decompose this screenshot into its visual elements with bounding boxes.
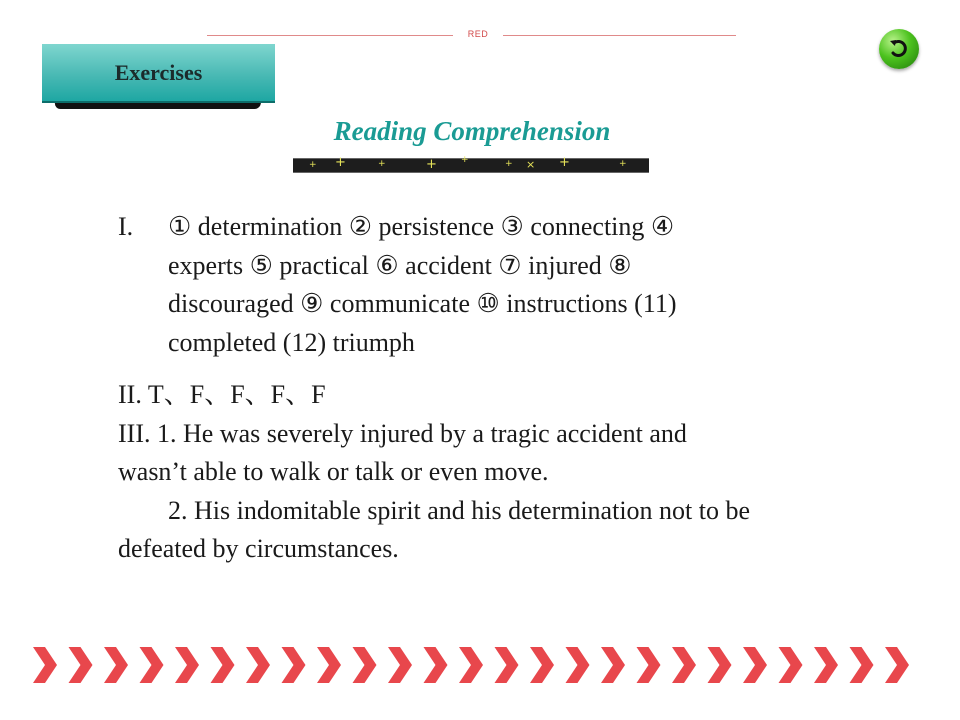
- sparkle-icon: +: [619, 159, 627, 169]
- header-label: RED: [467, 29, 489, 39]
- chevron-right-icon: [246, 647, 270, 683]
- chevron-right-icon: [814, 647, 838, 683]
- chevron-right-icon: [566, 647, 590, 683]
- chevron-right-icon: [33, 647, 57, 683]
- chevron-right-icon: [424, 647, 448, 683]
- chevron-right-icon: [495, 647, 519, 683]
- sparkle-icon: +: [461, 155, 469, 165]
- chevron-right-icon: [459, 647, 483, 683]
- part-iii-line: III. 1. He was severely injured by a tragic accident and: [118, 418, 687, 448]
- sparkle-icon: +: [309, 160, 317, 170]
- header-line-right: [503, 35, 736, 36]
- back-button[interactable]: [879, 29, 919, 69]
- chevron-right-icon: [850, 647, 874, 683]
- chevron-right-icon: [140, 647, 164, 683]
- chevron-right-icon: [317, 647, 341, 683]
- chevron-right-icon: [637, 647, 661, 683]
- part-i-line: discouraged ⑨ communicate ⑩ instructions (11): [168, 289, 677, 318]
- header-line-left: [207, 35, 453, 36]
- sparkle-icon: +: [505, 159, 513, 169]
- sparkle-icon: +: [559, 155, 570, 170]
- chevron-right-icon: [353, 647, 377, 683]
- answer-content: [118, 208, 908, 569]
- part-iii-line: wasn’t able to walk or talk or even move.: [118, 457, 549, 486]
- part-i-line: experts ⑤ practical ⑥ accident ⑦ injured ⑧: [168, 250, 632, 280]
- footer-chevron-row: [33, 647, 933, 683]
- chevron-right-icon: [388, 647, 412, 683]
- part-i: [118, 208, 908, 362]
- chevron-right-icon: [672, 647, 696, 683]
- chevron-right-icon: [211, 647, 235, 683]
- part-i-line: ① determination ② persistence ③ connecting ④: [168, 212, 675, 241]
- chevron-right-icon: [104, 647, 128, 683]
- return-arrow-icon: [887, 37, 911, 61]
- chevron-right-icon: [175, 647, 199, 683]
- part-i-answers: [168, 208, 908, 362]
- chevron-right-icon: [885, 647, 909, 683]
- part-iii-line: 2. His indomitable spirit and his determination not to be: [168, 495, 751, 525]
- chevron-right-icon: [282, 647, 306, 683]
- section-title: Reading Comprehension: [333, 116, 611, 146]
- sparkle-icon: ×: [526, 158, 536, 171]
- chevron-right-icon: [743, 647, 767, 683]
- chevron-right-icon: [530, 647, 554, 683]
- chevron-right-icon: [601, 647, 625, 683]
- spacer: [118, 362, 908, 376]
- chevron-right-icon: [708, 647, 732, 683]
- chevron-right-icon: [69, 647, 93, 683]
- part-ii: II. T、F、F、F、F: [118, 380, 326, 409]
- part-iii-line: defeated by circumstances.: [118, 534, 399, 563]
- part-i-line: completed (12) triumph: [168, 327, 415, 357]
- sparkle-icon: +: [426, 157, 437, 172]
- title-underline-bar: [293, 155, 649, 173]
- part-i-number: I.: [118, 212, 134, 241]
- sparkle-icon: +: [335, 155, 346, 170]
- sparkle-icon: +: [378, 159, 386, 169]
- chevron-right-icon: [779, 647, 803, 683]
- exercises-tab[interactable]: Exercises: [42, 44, 275, 101]
